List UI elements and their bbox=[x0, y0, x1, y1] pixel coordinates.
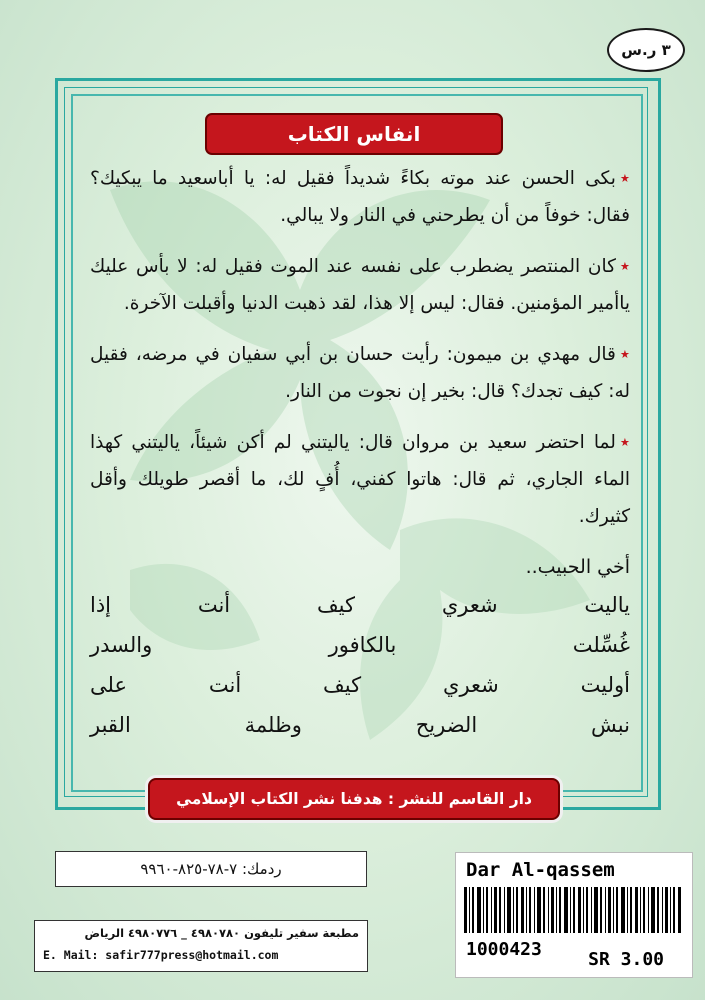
poem-line: غُسِّلت بالكافور والسدر bbox=[90, 633, 630, 657]
section-title: انفاس الكتاب bbox=[287, 122, 421, 146]
printer-name-phone: مطبعة سفير تليفون ٤٩٨٠٧٨٠ _ ٤٩٨٠٧٧٦ الرياض bbox=[84, 926, 359, 940]
star-bullet-icon: ٭ bbox=[619, 168, 630, 189]
barcode-number: 1000423 bbox=[466, 939, 542, 960]
poem-intro: أخي الحبيب.. bbox=[525, 556, 630, 578]
barcode-publisher: Dar Al-qassem bbox=[466, 859, 615, 881]
price-badge: ٣ ر.س bbox=[607, 28, 685, 72]
quote-paragraph bbox=[90, 424, 630, 535]
quote-text: لما احتضر سعيد بن مروان قال: ياليتني لم أكن شيئاً، ياليتني كهذا الماء الجاري، ثم قال: هاتوا كفني، أُفٍ لك، ما أقصر طويلك وأقل كثيرك. bbox=[90, 432, 630, 527]
poem-line: ياليت شعري كيف أنت إذا bbox=[90, 593, 630, 617]
quote-paragraph bbox=[90, 248, 630, 322]
quote-text: قال مهدي بن ميمون: رأيت حسان بن أبي سفيان في مرضه، فقيل له: كيف تجدك؟ قال: بخير إن نجوت من النار. bbox=[90, 344, 630, 402]
poem-line: نبش الضريح وظلمة القبر bbox=[90, 713, 630, 737]
star-bullet-icon: ٭ bbox=[619, 256, 630, 277]
quote-paragraph bbox=[90, 160, 630, 234]
star-bullet-icon: ٭ bbox=[619, 344, 630, 365]
barcode-icon bbox=[464, 887, 684, 933]
publisher-banner-text: دار القاسم للنشر : هدفنا نشر الكتاب الإسلامي bbox=[176, 790, 532, 808]
isbn-text: ردمك: ٧-٧٨-٨٢٥-٩٩٦٠ bbox=[140, 860, 282, 878]
printer-email: E. Mail: safir777press@hotmail.com bbox=[43, 948, 279, 962]
isbn-box bbox=[55, 851, 367, 887]
star-bullet-icon: ٭ bbox=[619, 432, 630, 453]
poem-line: أوليت شعري كيف أنت على bbox=[90, 673, 630, 697]
publisher-banner bbox=[148, 778, 560, 820]
printer-info-box bbox=[34, 920, 368, 972]
poem-block bbox=[90, 549, 630, 745]
quotes-content bbox=[90, 160, 630, 745]
barcode-sticker bbox=[455, 852, 693, 978]
quote-text: كان المنتصر يضطرب على نفسه عند الموت فقيل له: لا بأس عليك ياأمير المؤمنين. فقال: ليس إلا هذا، لقد ذهبت الدنيا وأقبلت الآخرة. bbox=[90, 256, 630, 314]
section-title-banner bbox=[205, 113, 503, 155]
barcode-price: SR 3.00 bbox=[588, 949, 664, 970]
quote-text: بكى الحسن عند موته بكاءً شديداً فقيل له: يا أباسعيد ما يبكيك؟ فقال: خوفاً من أن يطرحني في النار ولا يبالي. bbox=[90, 168, 630, 226]
quote-paragraph bbox=[90, 336, 630, 410]
